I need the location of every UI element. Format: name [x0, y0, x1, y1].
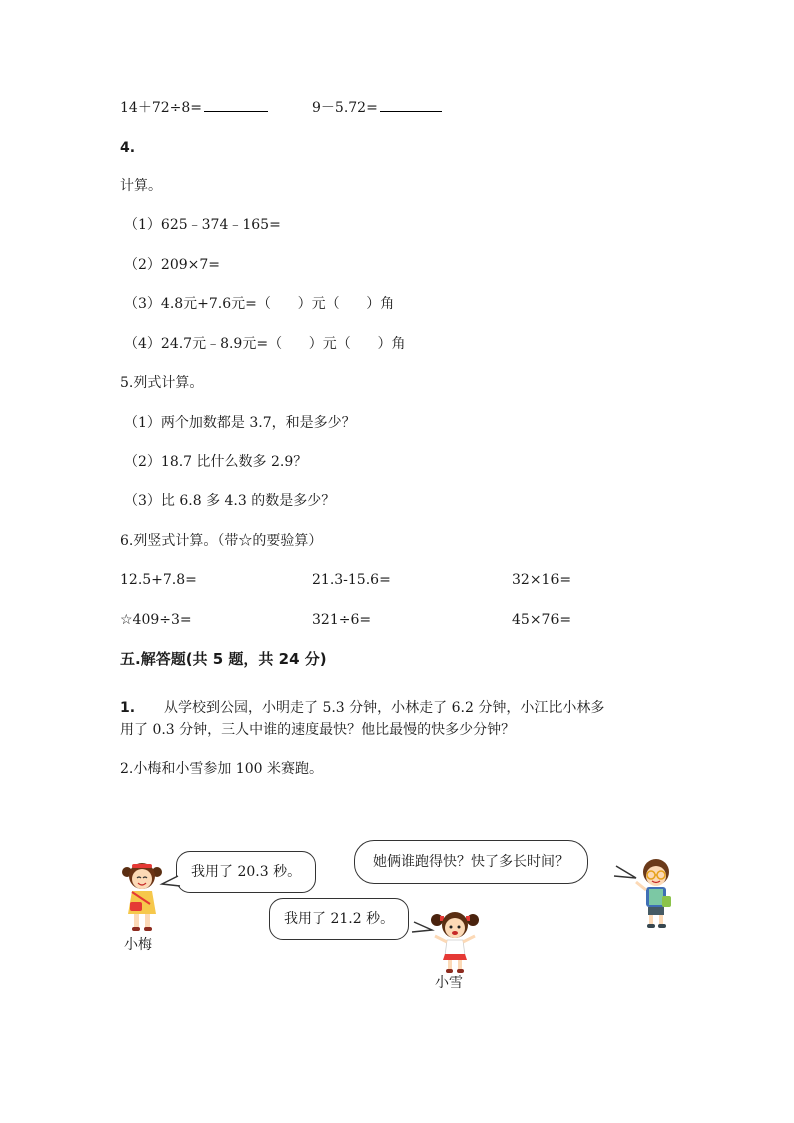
expr-text: 14＋72÷8= [120, 100, 202, 116]
q5-item-1: （1）两个加数都是 3.7，和是多少？ [124, 415, 356, 431]
label-xiaomei: 小梅 [124, 937, 152, 953]
speech-bubble-xiaoxue [269, 898, 409, 940]
problem2-text: 2.小梅和小雪参加 100 米赛跑。 [120, 761, 323, 777]
expr-row1-col2 [312, 98, 442, 118]
q5-item-3: （3）比 6.8 多 4.3 的数是多少？ [124, 493, 336, 509]
q5-title: 5.列式计算。 [120, 375, 204, 391]
section5-heading: 五.解答题(共 5 题，共 24 分) [120, 650, 327, 668]
label-xiaoxue: 小雪 [435, 975, 463, 991]
expr-text: 9－5.72= [312, 100, 378, 116]
answer-blank[interactable] [380, 98, 442, 112]
q6-title: 6.列竖式计算。（带☆的要验算） [120, 533, 323, 549]
q4-item-2: （2）209×7= [124, 257, 220, 273]
problem1-line2: 用了 0.3 分钟，三人中谁的速度最快？他比最慢的快多少分钟？ [120, 722, 516, 738]
expr-row1-col1 [120, 98, 268, 118]
problem1-line1: 从学校到公园，小明走了 5.3 分钟，小林走了 6.2 分钟，小江比小林多 [164, 700, 605, 716]
bubble-text: 我用了 21.2 秒。 [284, 911, 395, 927]
girl-xiaomei-figure [120, 858, 164, 934]
q6-r2c3: 45×76= [512, 612, 572, 628]
q4-item-3: （3）4.8元+7.6元=（ ）元（ ）角 [124, 296, 395, 312]
q4-number: 4. [120, 140, 136, 156]
q5-item-2: （2）18.7 比什么数多 2.9？ [124, 454, 308, 470]
q6-r1c2: 21.3-15.6= [312, 572, 391, 588]
speech-bubble-xiaomei [176, 851, 316, 893]
bubble-text: 我用了 20.3 秒。 [191, 864, 302, 880]
problem1-number: 1. [120, 700, 136, 716]
boy-figure [634, 856, 680, 930]
q4-item-1: （1）625﹣374﹣165= [124, 217, 281, 233]
girl-xiaoxue-figure [429, 908, 481, 974]
bubble-text: 她俩谁跑得快？快了多长时间？ [373, 854, 569, 870]
q4-item-4: （4）24.7元﹣8.9元=（ ）元（ ）角 [124, 336, 406, 352]
q6-r2c2: 321÷6= [312, 612, 372, 628]
speech-bubble-question [354, 840, 588, 884]
q6-r1c1: 12.5+7.8= [120, 572, 197, 588]
q4-instruction: 计算。 [120, 178, 162, 194]
answer-blank[interactable] [204, 98, 268, 112]
q6-r1c3: 32×16= [512, 572, 572, 588]
q6-r2c1: ☆409÷3= [120, 612, 192, 628]
bubble-tail-xiaoxue [0, 0, 1, 1]
